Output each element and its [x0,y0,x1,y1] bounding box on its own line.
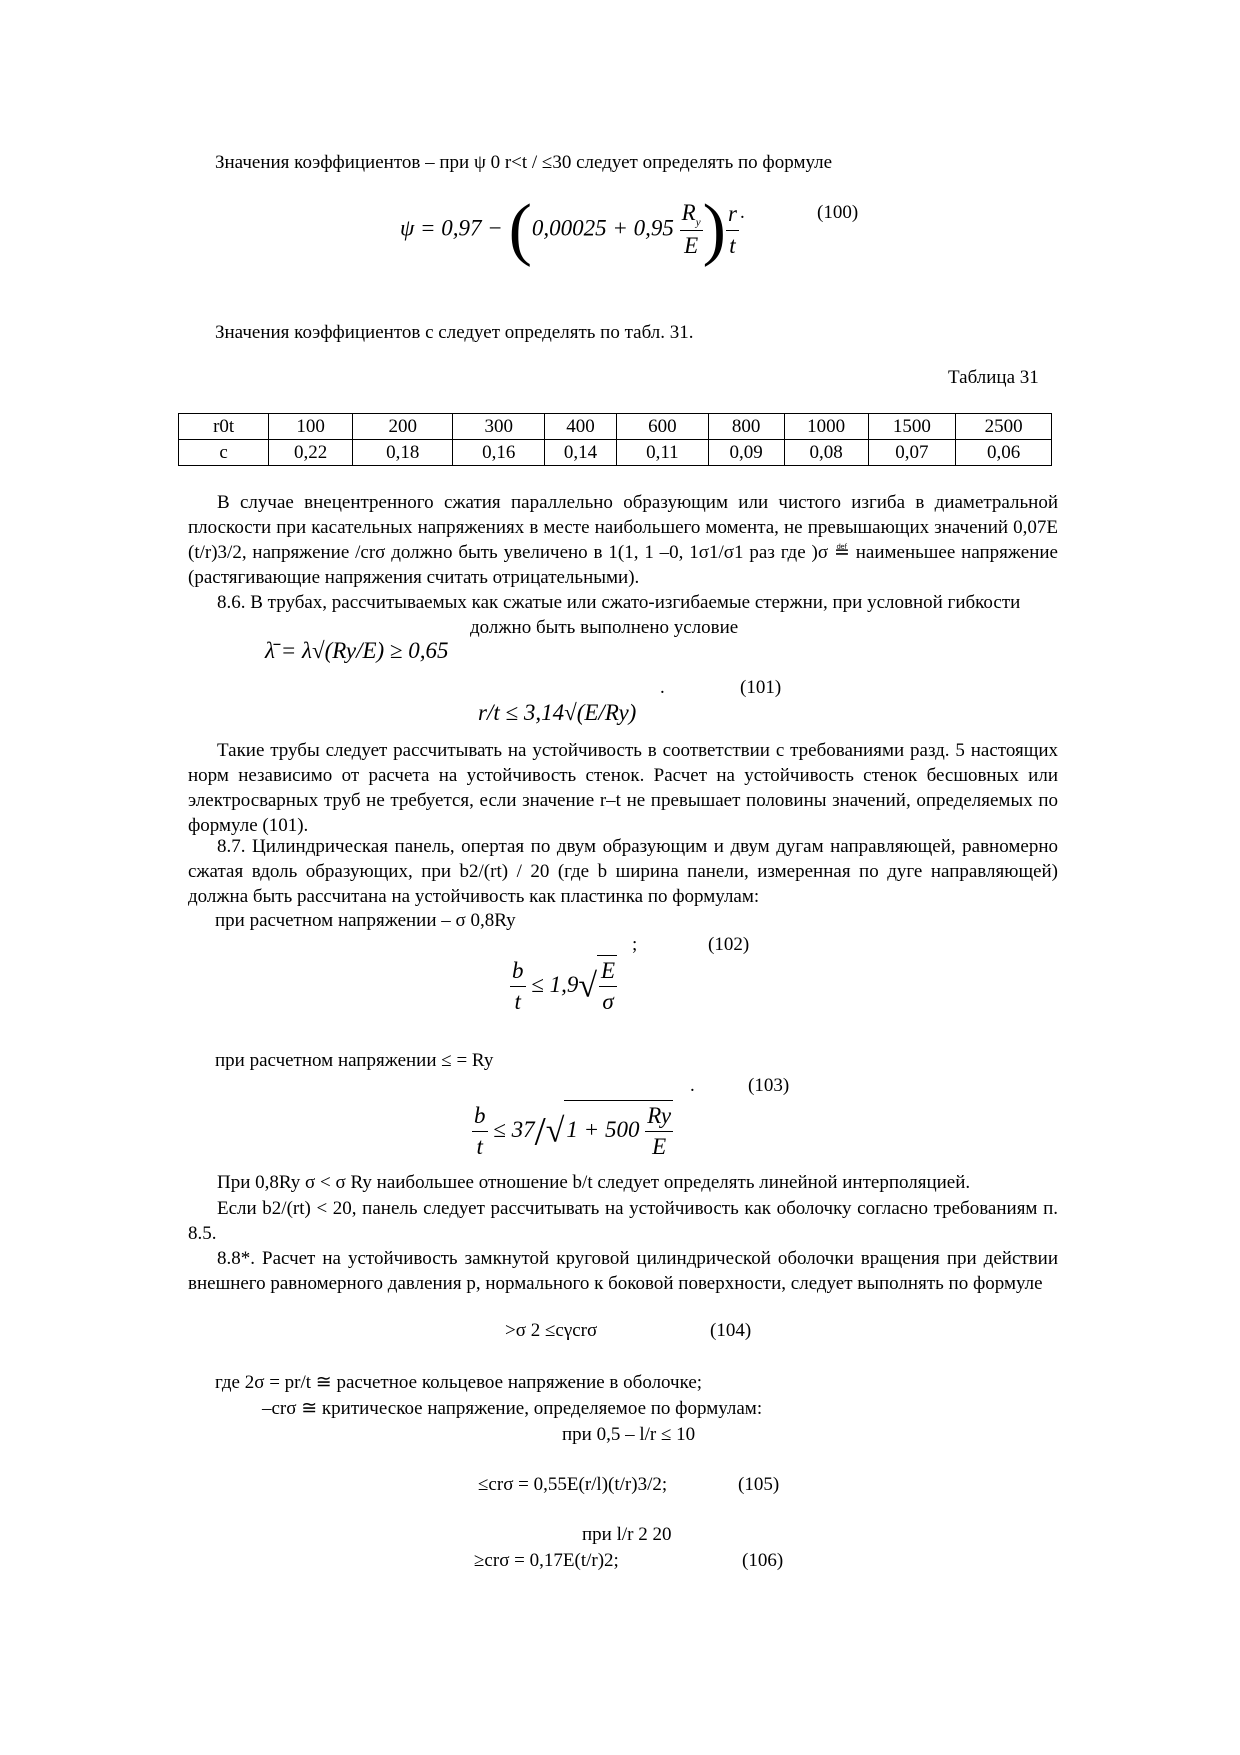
eq103-rad-den: E [652,1134,667,1160]
table-cell: 0,07 [868,440,956,466]
eq102-lhs-num: b [510,956,526,987]
eq100-number: (100) [817,202,859,223]
table-cell: 0,06 [956,440,1052,466]
eq103-rad-fraction [645,1101,673,1163]
eq105-number: (105) [738,1474,780,1495]
eq102-rad-fraction [599,956,617,1018]
table-31 [178,413,1052,466]
table-row [179,414,1052,440]
condition-106: при l/r 2 20 [582,1524,672,1545]
eq102-lhs-fraction [510,956,526,1018]
table-cell: 600 [617,414,709,440]
condition-102: при расчетном напряжении – σ 0,8Ry [215,910,516,931]
paragraph-interpolation: При 0,8Ry σ < σ Ry наибольшее отношение b/t следует определять линейной интерполяцией. [217,1172,971,1193]
table-cell: 1500 [868,414,956,440]
paragraph-8-8: 8.8*. Расчет на устойчивость замкнутой круговой цилиндрической оболочки вращения при действии внешнего равномерного давления p, нормального к боковой поверхности, следует выполнять по формуле [188,1248,1058,1295]
where-line-1: где 2σ = pr/t ≅ расчетное кольцевое напряжение в оболочке; [215,1372,703,1393]
table-cell: 0,09 [708,440,784,466]
equation-104: >σ 2 ≤cγcrσ [505,1320,598,1341]
eq100-num: R [681,200,696,226]
condition-105: при 0,5 – l/r ≤ 10 [562,1424,696,1445]
paragraph-shell-ref: Если b2/(rt) < 20, панель следует рассчитывать на устойчивость как оболочку согласно требованиям п. 8.5. [188,1198,1058,1245]
equation-106: ≥crσ = 0,17E(t/r)2; [474,1550,619,1571]
eq100-tail-num: r [726,199,739,230]
table-cell: 200 [353,414,453,440]
eq102-rad-den: σ [602,989,614,1015]
paragraph-eccentric-compression: В случае внецентренного сжатия параллельно образующим или чистого изгиба в диаметральной плоскости при касательных напряжениях в месте наибольшего момента, не превышающих значений 0,07E (t/r)3/2, напряжение /crσ должно быть увеличено в 1(1, 1 –0, 1σ1/σ1 раз где )σ ≝ наименьшее напряжение (растягивающие напряжения считать отрицательными). [188,492,1058,589]
equation-101: r/t ≤ 3,14√(E/Ry) [478,700,637,725]
eq100-fraction [680,198,703,261]
eq102-semicolon: ; [632,934,638,955]
where-line-2: –crσ ≅ критическое напряжение, определяемое по формулам: [262,1398,763,1419]
table-cell: 0,18 [353,440,453,466]
eq104-number: (104) [710,1320,752,1341]
eq103-mid: ≤ 37 [493,1117,535,1143]
eq100-close-paren: ) [702,191,726,268]
eq102-lhs-den: t [514,989,521,1015]
table-row [179,440,1052,466]
eq102-number: (102) [708,934,750,955]
table-cell: c [179,440,269,466]
equation-100 [400,191,739,268]
eq100-lhs: ψ = 0,97 − [400,215,503,241]
sqrt-icon: √ [545,1112,565,1150]
eq100-tail-fraction [726,199,739,261]
eq100-inner: 0,00025 + 0,95 [531,215,674,241]
eq103-lhs-den: t [476,1134,483,1160]
lambda-formula: λ̄ = λ√(Ry/E) ≥ 0,65 [265,638,449,663]
table-title: Таблица 31 [948,367,1039,388]
table-cell: r0t [179,414,269,440]
paragraph-pipes: Такие трубы следует рассчитывать на устойчивость в соответствии с требованиями разд. 5 настоящих норм независимо от расчета на устойчивость стенок. Расчет на устойчивость стенок бесшовных или электросварных труб не требуется, если значение r–t не превышает половины значений, определяемых по формуле (101). [188,740,1058,837]
table-cell: 300 [453,414,545,440]
eq102-rad-num: E [599,956,617,987]
eq100-dot: . [740,202,745,223]
table-cell: 0,14 [544,440,616,466]
eq100-open-paren: ( [508,191,532,268]
eq100-num-sub: y [695,216,701,229]
eq103-number: (103) [748,1075,790,1096]
equation-102 [510,955,617,1018]
eq100-den: E [684,233,699,259]
eq103-rad-num: Ry [645,1101,673,1132]
paragraph-8-6: 8.6. В трубах, рассчитываемых как сжатые или сжато-изгибаемые стержни, при условной гибкости [217,592,1021,613]
table-cell: 800 [708,414,784,440]
paragraph-8-7: 8.7. Цилиндрическая панель, опертая по двум образующим и двум дугам направляющей, равномерно сжатая вдоль образующих, при b2/(rt) / 20 (где b ширина панели, измеренная по дуге направляющей) должна быть рассчитана на устойчивость как пластинка по формулам: [188,836,1058,908]
eq103-lhs-fraction [472,1101,488,1163]
paragraph-8-6-tail: должно быть выполнено условие [470,617,739,638]
eq103-dot: . [690,1075,695,1096]
table-cell: 0,08 [784,440,868,466]
eq100-tail-den: t [729,232,736,258]
table-cell: 0,11 [617,440,709,466]
eq102-mid: ≤ 1,9 [531,972,579,998]
table-cell: 0,16 [453,440,545,466]
table-cell: 1000 [784,414,868,440]
table-cell: 400 [544,414,616,440]
table-cell: 2500 [956,414,1052,440]
sqrt-icon: √ [578,967,598,1005]
table-cell: 0,22 [269,440,353,466]
eq101-number: (101) [740,677,782,698]
eq101-dot: . [660,677,665,698]
table-cell: 100 [269,414,353,440]
c-line: Значения коэффициентов c следует определять по табл. 31. [215,322,694,343]
condition-103: при расчетном напряжении ≤ = Ry [215,1050,494,1071]
eq103-lhs-num: b [472,1101,488,1132]
slash-icon: / [534,1108,546,1154]
eq106-number: (106) [742,1550,784,1571]
equation-105: ≤crσ = 0,55E(r/l)(t/r)3/2; [478,1474,668,1495]
eq103-rad: 1 + 500 [566,1117,640,1143]
intro-line: Значения коэффициентов – при ψ 0 r<t / ≤30 следует определять по формуле [215,152,833,173]
equation-103 [472,1100,673,1163]
